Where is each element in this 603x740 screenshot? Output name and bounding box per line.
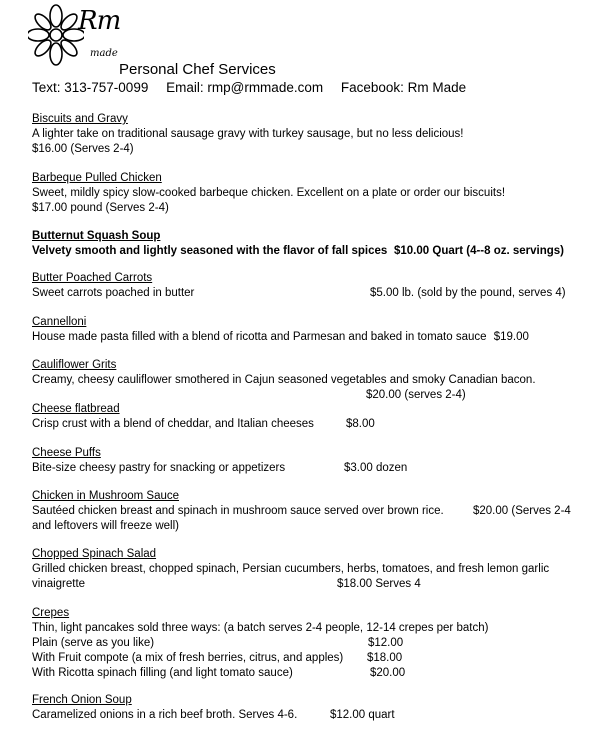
item-description: A lighter take on traditional sausage gravy with turkey sausage, but no less delicious! (32, 128, 464, 140)
item-description: Creamy, cheesy cauliflower smothered in Cajun seasoned vegetables and smoky Canadian bacon. (32, 374, 536, 386)
menu-item-cheese-flatbread (32, 402, 592, 432)
crepe-option-price: $20.00 (370, 667, 406, 679)
menu-item-cannelloni (32, 315, 529, 345)
contact-facebook: Facebook: Rm Made (340, 80, 467, 95)
item-description: Caramelized onions in a rich beef broth. Serves 4-6. (32, 709, 298, 721)
item-name: Crepes (32, 607, 70, 619)
menu-item-butternut-squash-soup (32, 229, 592, 259)
contact-line (32, 80, 480, 95)
item-description: Sweet carrots poached in butter (32, 287, 195, 299)
item-price: $20.00 (serves 2-4) (366, 389, 466, 401)
item-name: Barbeque Pulled Chicken (32, 172, 162, 184)
menu-item-french-onion-soup (32, 693, 592, 723)
crepe-option-price: $12.00 (368, 637, 404, 649)
menu-item-biscuits-and-gravy (32, 112, 464, 157)
item-description: Crisp crust with a blend of cheddar, and Italian cheeses (32, 418, 314, 430)
item-name: Chopped Spinach Salad (32, 548, 157, 560)
menu-item-cauliflower-grits (32, 358, 592, 403)
item-name: Biscuits and Gravy (32, 113, 128, 125)
contact-phone: Text: 313-757-0099 (32, 80, 149, 95)
item-price: $8.00 (346, 418, 375, 430)
menu-item-chopped-spinach-salad (32, 547, 592, 592)
crepe-option-label: Plain (serve as you like) (32, 637, 155, 649)
item-description: Sautéed chicken breast and spinach in mushroom sauce served over brown rice. (32, 505, 444, 517)
logo-text: Rm (78, 6, 121, 36)
item-price: $16.00 (Serves 2-4) (32, 143, 134, 155)
page-title: Personal Chef Services (119, 61, 276, 78)
item-description: Velvety smooth and lightly seasoned with the flavor of fall spices (32, 245, 388, 257)
item-name: Butter Poached Carrots (32, 272, 153, 284)
item-price: $3.00 dozen (344, 462, 408, 474)
item-name: Cheese flatbread (32, 403, 120, 415)
item-price: $18.00 Serves 4 (337, 578, 421, 590)
contact-email: Email: rmp@rmmade.com (166, 80, 324, 95)
menu-item-crepes (32, 606, 592, 681)
crepe-option-price: $18.00 (367, 652, 403, 664)
crepe-option-label: With Ricotta spinach filling (and light tomato sauce) (32, 667, 293, 679)
logo (28, 4, 128, 68)
logo-subtext: made (90, 48, 118, 59)
item-description: Bite-size cheesy pastry for snacking or appetizers (32, 462, 286, 474)
item-description: Sweet, mildly spicy slow-cooked barbeque chicken. Excellent on a plate or order our biscuits! (32, 187, 506, 199)
menu-item-chicken-in-mushroom-sauce (32, 489, 592, 534)
menu-item-butter-poached-carrots (32, 271, 592, 301)
item-description: House made pasta filled with a blend of ricotta and Parmesan and baked in tomato sauce (32, 331, 487, 343)
item-description-continued: vinaigrette (32, 578, 86, 590)
item-name: Butternut Squash Soup (32, 230, 161, 242)
flower-icon (28, 4, 84, 66)
item-price: $12.00 quart (330, 709, 395, 721)
item-price: $10.00 Quart (4--8 oz. servings) (394, 245, 565, 257)
item-name: Cannelloni (32, 316, 87, 328)
menu-item-cheese-puffs (32, 446, 592, 476)
item-price: $17.00 pound (Serves 2-4) (32, 202, 169, 214)
crepe-option-label: With Fruit compote (a mix of fresh berries, citrus, and apples) (32, 652, 344, 664)
item-name: Cheese Puffs (32, 447, 101, 459)
menu-item-barbeque-pulled-chicken (32, 171, 505, 216)
item-description-continued: and leftovers will freeze well) (32, 520, 180, 532)
item-name: Cauliflower Grits (32, 359, 117, 371)
item-price: $20.00 (Serves 2-4 (473, 505, 571, 517)
item-description: Grilled chicken breast, chopped spinach, Persian cucumbers, herbs, tomatoes, and fresh lemon garlic (32, 563, 550, 575)
item-price: $19.00 (493, 331, 529, 343)
item-name: French Onion Soup (32, 694, 132, 706)
item-price: $5.00 lb. (sold by the pound, serves 4) (370, 287, 566, 299)
item-name: Chicken in Mushroom Sauce (32, 490, 180, 502)
item-description: Thin, light pancakes sold three ways: (a batch serves 2-4 people, 12-14 crepes per batch) (32, 622, 489, 634)
